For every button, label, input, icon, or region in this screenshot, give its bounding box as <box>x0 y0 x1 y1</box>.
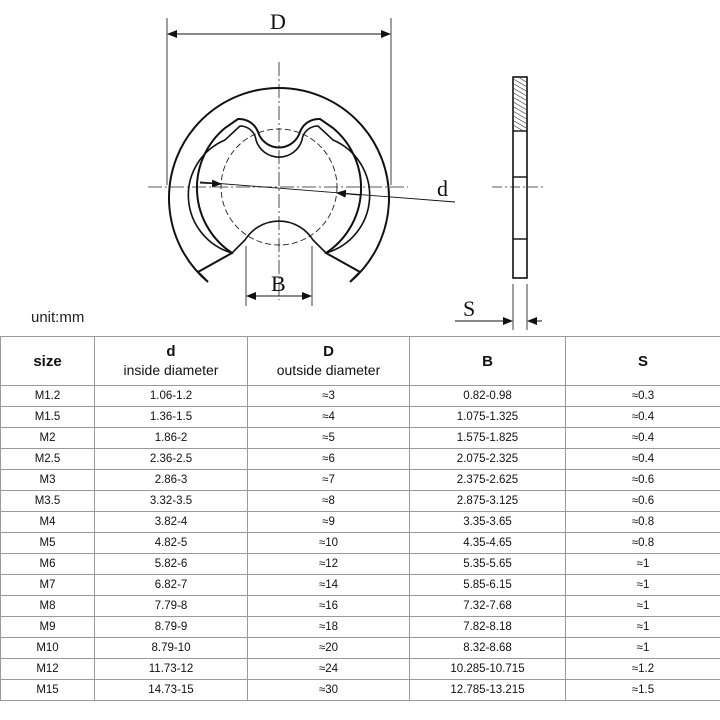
table-row <box>1 617 720 638</box>
cell-b: 2.075-2.325 <box>410 449 566 470</box>
table-row <box>1 491 720 512</box>
table-row <box>1 554 720 575</box>
cell-inside-diameter: 8.79-9 <box>95 617 248 638</box>
cell-outside-diameter: ≈6 <box>248 449 410 470</box>
cell-outside-diameter: ≈8 <box>248 491 410 512</box>
table-row <box>1 407 720 428</box>
table-row <box>1 470 720 491</box>
inside-diameter-leader-line <box>200 182 455 202</box>
cell-s: ≈1 <box>566 617 720 638</box>
cell-outside-diameter: ≈16 <box>248 596 410 617</box>
table-row <box>1 680 720 701</box>
cell-inside-diameter: 8.79-10 <box>95 638 248 659</box>
cell-inside-diameter: 2.86-3 <box>95 470 248 491</box>
cell-size: M6 <box>1 554 95 575</box>
header-outside-diameter: D outside diameter <box>248 337 410 386</box>
cell-inside-diameter: 4.82-5 <box>95 533 248 554</box>
label-outside-diameter: D <box>270 9 286 34</box>
cell-b: 12.785-13.215 <box>410 680 566 701</box>
cell-b: 1.075-1.325 <box>410 407 566 428</box>
e-clip-size-table <box>0 336 720 701</box>
cell-s: ≈1.5 <box>566 680 720 701</box>
cell-size: M10 <box>1 638 95 659</box>
cell-s: ≈1 <box>566 596 720 617</box>
cell-size: M7 <box>1 575 95 596</box>
cell-inside-diameter: 1.06-1.2 <box>95 386 248 407</box>
cell-size: M8 <box>1 596 95 617</box>
table-row <box>1 638 720 659</box>
cell-b: 3.35-3.65 <box>410 512 566 533</box>
table-row <box>1 659 720 680</box>
cell-inside-diameter: 1.86-2 <box>95 428 248 449</box>
label-thickness: S <box>463 296 476 321</box>
table-body <box>1 386 720 701</box>
table-row <box>1 575 720 596</box>
table-row <box>1 428 720 449</box>
cell-outside-diameter: ≈4 <box>248 407 410 428</box>
cell-outside-diameter: ≈12 <box>248 554 410 575</box>
cell-b: 10.285-10.715 <box>410 659 566 680</box>
cell-outside-diameter: ≈5 <box>248 428 410 449</box>
cell-b: 2.375-2.625 <box>410 470 566 491</box>
label-b: B <box>271 271 286 296</box>
cell-outside-diameter: ≈30 <box>248 680 410 701</box>
cell-s: ≈0.6 <box>566 470 720 491</box>
cell-outside-diameter: ≈24 <box>248 659 410 680</box>
cell-size: M1.2 <box>1 386 95 407</box>
cell-size: M3 <box>1 470 95 491</box>
cell-outside-diameter: ≈18 <box>248 617 410 638</box>
cell-inside-diameter: 7.79-8 <box>95 596 248 617</box>
cell-b: 1.575-1.825 <box>410 428 566 449</box>
cell-s: ≈1 <box>566 554 720 575</box>
header-s: S <box>566 337 720 386</box>
cell-size: M9 <box>1 617 95 638</box>
header-size: size <box>1 337 95 386</box>
table-row <box>1 512 720 533</box>
cell-s: ≈1 <box>566 575 720 596</box>
cell-b: 5.35-5.65 <box>410 554 566 575</box>
cell-s: ≈0.8 <box>566 512 720 533</box>
cell-b: 7.32-7.68 <box>410 596 566 617</box>
cell-size: M12 <box>1 659 95 680</box>
cell-b: 2.875-3.125 <box>410 491 566 512</box>
table-row <box>1 386 720 407</box>
cell-b: 4.35-4.65 <box>410 533 566 554</box>
cell-s: ≈1 <box>566 638 720 659</box>
cell-inside-diameter: 6.82-7 <box>95 575 248 596</box>
cell-s: ≈1.2 <box>566 659 720 680</box>
table-row <box>1 596 720 617</box>
cell-s: ≈0.8 <box>566 533 720 554</box>
header-b: B <box>410 337 566 386</box>
cell-inside-diameter: 5.82-6 <box>95 554 248 575</box>
header-inside-diameter: d inside diameter <box>95 337 248 386</box>
cell-s: ≈0.6 <box>566 491 720 512</box>
cell-b: 5.85-6.15 <box>410 575 566 596</box>
cell-size: M1.5 <box>1 407 95 428</box>
label-inside-diameter: d <box>437 176 448 201</box>
cell-b: 0.82-0.98 <box>410 386 566 407</box>
side-section-hatch <box>514 78 526 131</box>
unit-label: unit:mm <box>31 309 85 326</box>
cell-s: ≈0.4 <box>566 407 720 428</box>
e-clip-technical-drawing <box>0 0 720 330</box>
cell-b: 8.32-8.68 <box>410 638 566 659</box>
cell-inside-diameter: 1.36-1.5 <box>95 407 248 428</box>
table-row <box>1 449 720 470</box>
cell-s: ≈0.4 <box>566 428 720 449</box>
cell-outside-diameter: ≈10 <box>248 533 410 554</box>
cell-size: M4 <box>1 512 95 533</box>
table-header-row <box>1 337 720 386</box>
cell-inside-diameter: 3.82-4 <box>95 512 248 533</box>
cell-size: M15 <box>1 680 95 701</box>
cell-inside-diameter: 11.73-12 <box>95 659 248 680</box>
cell-inside-diameter: 14.73-15 <box>95 680 248 701</box>
cell-size: M2 <box>1 428 95 449</box>
side-view <box>455 77 545 330</box>
cell-inside-diameter: 2.36-2.5 <box>95 449 248 470</box>
cell-size: M2.5 <box>1 449 95 470</box>
cell-s: ≈0.3 <box>566 386 720 407</box>
cell-outside-diameter: ≈14 <box>248 575 410 596</box>
front-view <box>148 9 455 306</box>
cell-inside-diameter: 3.32-3.5 <box>95 491 248 512</box>
cell-size: M3.5 <box>1 491 95 512</box>
cell-outside-diameter: ≈7 <box>248 470 410 491</box>
cell-b: 7.82-8.18 <box>410 617 566 638</box>
cell-size: M5 <box>1 533 95 554</box>
cell-outside-diameter: ≈20 <box>248 638 410 659</box>
cell-outside-diameter: ≈3 <box>248 386 410 407</box>
cell-s: ≈0.4 <box>566 449 720 470</box>
cell-outside-diameter: ≈9 <box>248 512 410 533</box>
table-row <box>1 533 720 554</box>
